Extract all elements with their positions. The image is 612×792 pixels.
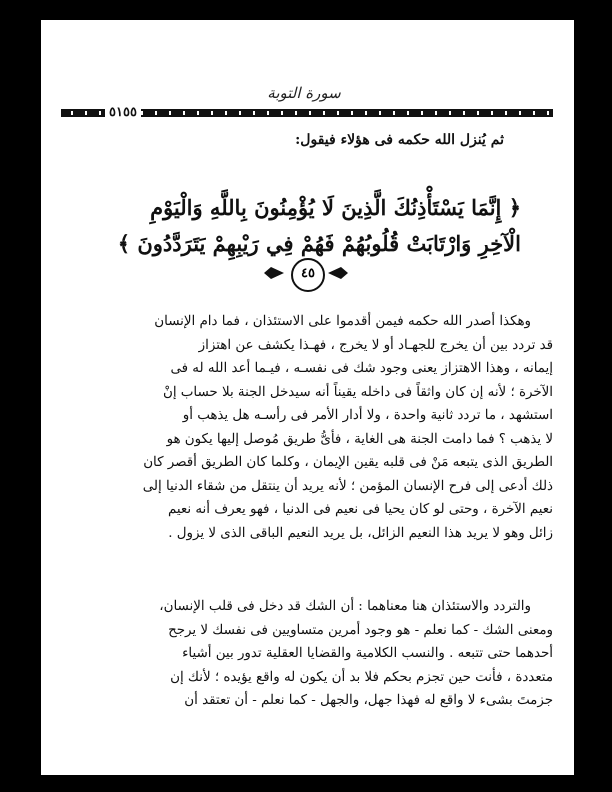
paragraph-line: الآخرة ؛ لأنه إن كان واثقاً فى داخله يقيناً أنه سيدخل الجنة بلا حساب إنْ: [162, 384, 553, 400]
paragraph-line: متعددة ، فأنت حين تجزم بحكم فلا بد أن يكون له واقع يؤيده ؛ لأنك إن: [170, 669, 553, 685]
paragraph-line: وهكذا أصدر الله حكمه فيمن أقدموا على الاستئذان ، فما دام الإنسان: [154, 314, 531, 329]
ayah-number: ٤٥: [291, 258, 325, 292]
intro-line: ثم يُنزل الله حكمه فى هؤلاء فيقول:: [295, 132, 504, 148]
verse-line-2: الْآخِرِ وَارْتَابَتْ قُلُوبُهُمْ فَهُمْ فِي رَيْبِهِمْ يَتَرَدَّدُونَ ﴾: [117, 231, 521, 256]
paragraph-line: لا يذهب ؟ فما دامت الجنة هى الغاية ، فأىُّ طريق مُوصل إليها يكون هو: [166, 431, 553, 447]
paragraph-line: استشهد ، ما تردد ثانية واحدة ، ولا أدار الأمر فى رأسـه هل يذهب أو: [182, 408, 553, 423]
paragraph-2: [61, 595, 553, 713]
paragraph-line: ومعنى الشك - كما نعلم - هو وجود أمرين متساويين فى نفسك لا يرجح: [168, 622, 553, 638]
surah-title: سورة التوبة: [267, 84, 341, 102]
paragraph-line: جزمتَ بشىء لا واقع له فهذا جهل، والجهل - كما نعلم - أن تعتقد أن: [184, 693, 553, 708]
ornament-right-icon: [327, 266, 349, 280]
book-page: [41, 20, 574, 775]
page-number: ٥١٥٥: [105, 105, 141, 120]
paragraph-line: نعيم الآخرة ، وحتى لو كان يحيا فى نعيم فى الدنيا ، فهو يعرف أنه نعيم: [167, 502, 553, 517]
paragraph-line: الطريق الذى يتبعه مَنْ فى قلبه يقين الإيمان ، وكلما كان الطريق أقصر كان: [143, 455, 553, 470]
paragraph-1: [61, 310, 553, 545]
quran-verse: [81, 190, 521, 262]
paragraph-line: والتردد والاستئذان هنا معناهما : أن الشك قد دخل فى قلب الإنسان،: [159, 599, 531, 614]
paragraph-line: أحدهما حتى تتبعه . والنسب الكلامية والقضايا العقلية تدور بين أشياء: [182, 646, 553, 661]
paragraph-line: إيمانه ، وهذا الاهتزاز يعنى وجود شك فى نفسـه ، فيـما أعد الله له فى: [170, 361, 553, 376]
ornament-left-icon: [263, 266, 285, 280]
paragraph-line: قد تردد بين أن يخرج للجهـاد أو لا يخرج ، فهـذا يكشف عن اهتزاز: [198, 337, 553, 353]
verse-line-1: ﴿ إِنَّمَا يَسْتَأْذِنُكَ الَّذِينَ لَا يُؤْمِنُونَ بِاللَّهِ وَالْيَوْمِ: [150, 195, 521, 220]
paragraph-line: ذلك أدعى إلى فرح الإنسان المؤمن ؛ لأنه يريد أن ينتقل من شقاء الدنيا إلى: [142, 478, 553, 494]
paragraph-line: زائل وهو لا يريد هذا النعيم الزائل، بل يريد النعيم الباقى الذى لا يزول .: [168, 525, 553, 541]
